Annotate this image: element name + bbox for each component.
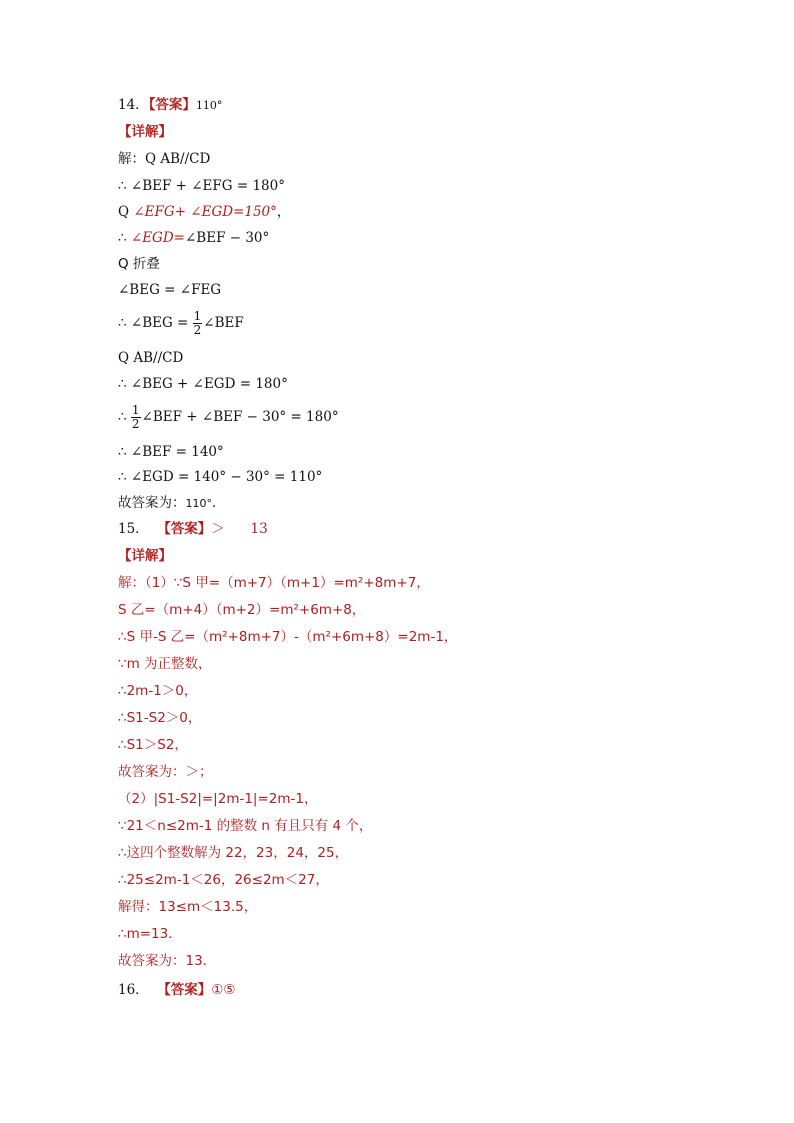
q14-step-4: ∴ ∠EGD=∠BEF − 30° bbox=[118, 230, 270, 246]
q15-number: 15． bbox=[118, 521, 149, 537]
q14-answer-value: 110° bbox=[195, 99, 223, 112]
q14-conclusion: 故答案为：110°． bbox=[118, 495, 226, 511]
q15-step-2: S 乙=（m+4）（m+2）=m²+6m+8， bbox=[118, 602, 366, 618]
q16-answer-value: ①⑤ bbox=[211, 982, 236, 998]
q15-step-8: 故答案为：＞； bbox=[118, 764, 213, 780]
q16-number: 16． bbox=[118, 982, 149, 998]
q14-step-3: Q ∠EFG+ ∠EGD=150°， bbox=[118, 204, 291, 220]
q14-step-9: ∴ ∠BEG + ∠EGD = 180° bbox=[118, 376, 288, 392]
q15-conclusion: 故答案为：13． bbox=[118, 953, 217, 969]
fraction-one-half: $\frac{1}{2}$ bbox=[131, 403, 140, 431]
q14-number: 14． bbox=[118, 97, 149, 113]
q15-answer-line bbox=[118, 520, 268, 538]
q15-step-7: ∴S1＞S2， bbox=[118, 737, 188, 753]
q16-answer-tag: 【答案】 bbox=[157, 982, 212, 998]
q15-step-5: ∴2m-1＞0， bbox=[118, 683, 198, 699]
q14-answer-line bbox=[118, 96, 222, 114]
q14-step-7: ∴ ∠BEG = $\frac{1}{2}$ ∠BEF bbox=[118, 309, 244, 337]
q15-step-9: （2）|S1-S2|=|2m-1|=2m-1， bbox=[118, 791, 318, 807]
q14-step-12: ∴ ∠EGD = 140° − 30° = 110° bbox=[118, 469, 323, 485]
q15-step-13: 解得：13≤m＜13.5， bbox=[118, 899, 258, 915]
q15-answer-2: 13 bbox=[250, 521, 268, 537]
fraction-one-half: $\frac{1}{2}$ bbox=[193, 309, 202, 337]
q16-answer-line bbox=[118, 981, 236, 999]
q15-step-1: 解：（1）∵S 甲=（m+7）（m+1）=m²+8m+7， bbox=[118, 575, 430, 591]
q14-step-11: ∴ ∠BEF = 140° bbox=[118, 444, 224, 460]
q14-detail-heading: 【详解】 bbox=[118, 124, 172, 140]
q15-answer-1: ＞ bbox=[211, 521, 225, 537]
q14-step-2: ∴ ∠BEF + ∠EFG = 180° bbox=[118, 178, 285, 194]
q14-step-8: Q AB//CD bbox=[118, 350, 184, 366]
q15-step-6: ∴S1-S2＞0， bbox=[118, 710, 202, 726]
q15-step-12: ∴25≤2m-1＜26，26≤2m＜27， bbox=[118, 872, 329, 888]
q15-step-11: ∴这四个整数解为 22，23，24，25， bbox=[118, 845, 349, 861]
q14-step-5: Q 折叠 bbox=[118, 256, 160, 272]
q15-detail-heading: 【详解】 bbox=[118, 548, 172, 564]
q15-step-10: ∵21＜n≤2m-1 的整数 n 有且只有 4 个， bbox=[118, 818, 373, 834]
q15-step-14: ∴m=13． bbox=[118, 926, 182, 942]
q15-step-3: ∴S 甲-S 乙=（m²+8m+7）-（m²+6m+8）=2m-1， bbox=[118, 629, 458, 645]
q14-step-10: ∴ $\frac{1}{2}$ ∠BEF + ∠BEF − 30° = 180° bbox=[118, 403, 339, 431]
q15-step-4: ∵m 为正整数， bbox=[118, 656, 212, 672]
q14-step-1: 解：Q AB//CD bbox=[118, 151, 211, 167]
q14-answer-tag: 【答案】 bbox=[148, 97, 196, 113]
q15-answer-tag: 【答案】 bbox=[157, 521, 212, 537]
q14-step-6: ∠BEG = ∠FEG bbox=[118, 282, 222, 298]
